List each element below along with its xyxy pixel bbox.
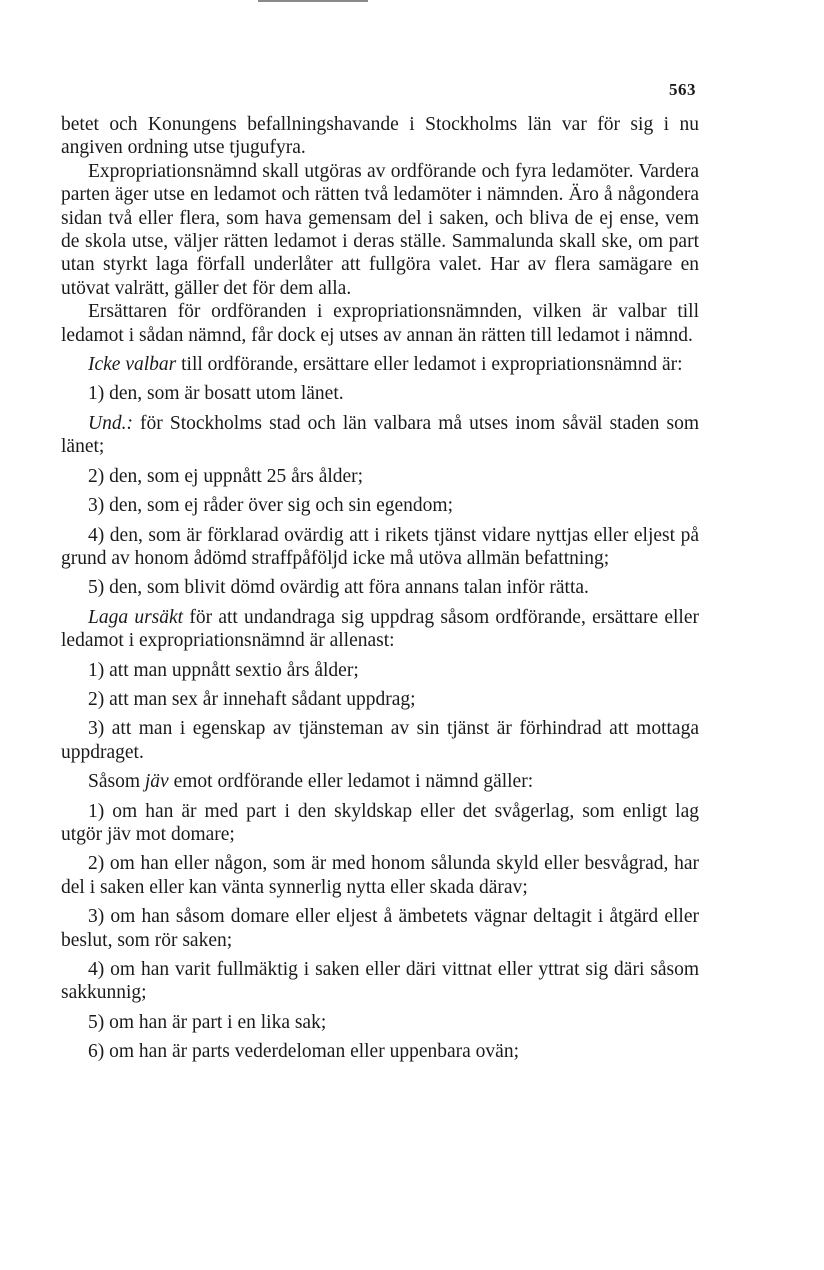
paragraph: Expropriationsnämnd skall utgöras av ordförande och fyra ledamöter. Vardera parten äger utse en ledamot och rätten två ledamöter i nämnden. Äro å någondera sidan två eller flera, som hava gemensam del i saken, och bliva de ej ense, vem de skola utse, väljer rätten ledamot i deras ställe. Sammalunda skall ske, om part utan styrkt laga förfall underlåter att fullgöra valet. Har av flera samägare en utövat valrätt, gäller det för dem alla.	[61, 160, 699, 299]
list-item: 1) den, som är bosatt utom länet.	[88, 383, 344, 405]
list-item: 4) om han varit fullmäktig i saken eller däri vittnat eller yttrat sig däri såsom sakkunnig;	[61, 959, 699, 1004]
list-item: 2) om han eller någon, som är med honom sålunda skyld eller besvågrad, har del i saken eller kan vänta synnerlig nytta eller skada därav;	[61, 853, 699, 898]
list-item: 5) om han är part i en lika sak;	[88, 1011, 327, 1033]
top-rule	[258, 0, 368, 2]
list-item: 5) den, som blivit dömd ovärdig att föra annans talan inför rätta.	[88, 577, 589, 599]
list-item: 4) den, som är förklarad ovärdig att i rikets tjänst vidare nyttjas eller eljest på grund av honom ådömd straffpåföljd icke må utöva allmän befattning;	[61, 524, 699, 569]
paragraph: Icke valbar till ordförande, ersättare eller ledamot i expropriationsnämnd är:	[88, 354, 683, 376]
list-item: 6) om han är parts vederdeloman eller uppenbara ovän;	[88, 1041, 519, 1063]
paragraph: Såsom jäv emot ordförande eller ledamot i nämnd gäller:	[88, 771, 534, 793]
page-number: 563	[669, 80, 696, 99]
list-item: 2) den, som ej uppnått 25 års ålder;	[88, 465, 364, 487]
list-item: 3) att man i egenskap av tjänsteman av sin tjänst är förhindrad att mottaga uppdraget.	[61, 718, 699, 763]
term-italic: Icke valbar	[88, 354, 177, 376]
list-item: 2) att man sex år innehaft sådant uppdrag;	[88, 688, 416, 710]
list-item: 1) att man uppnått sextio års ålder;	[88, 659, 359, 681]
paragraph: Ersättaren för ordföranden i expropriationsnämnden, vilken är valbar till ledamot i sådan nämnd, får dock ej utses av annan än rätten till ledamot i nämnd.	[61, 301, 699, 346]
term-italic: jäv	[144, 771, 169, 793]
term-italic: Und.:	[88, 412, 133, 434]
term-italic: Laga ursäkt	[88, 606, 184, 628]
paragraph: betet och Konungens befallningshavande i Stockholms län var för sig i nu angiven ordning utse tjugufyra.	[61, 114, 699, 159]
list-item: 3) om han såsom domare eller eljest å ämbetets vägnar deltagit i åtgärd eller beslut, som rör saken;	[61, 906, 699, 951]
paragraph: Laga ursäkt för att undandraga sig uppdrag såsom ordförande, ersättare eller ledamot i expropriationsnämnd är allenast:	[61, 606, 699, 652]
list-item: 1) om han är med part i den skyldskap eller det svågerlag, som enligt lag utgör jäv mot domare;	[61, 800, 699, 845]
paragraph: Und.: för Stockholms stad och län valbara må utses inom såväl staden som länet;	[61, 412, 699, 458]
list-item: 3) den, som ej råder över sig och sin egendom;	[88, 495, 453, 517]
body-text	[61, 113, 699, 1064]
